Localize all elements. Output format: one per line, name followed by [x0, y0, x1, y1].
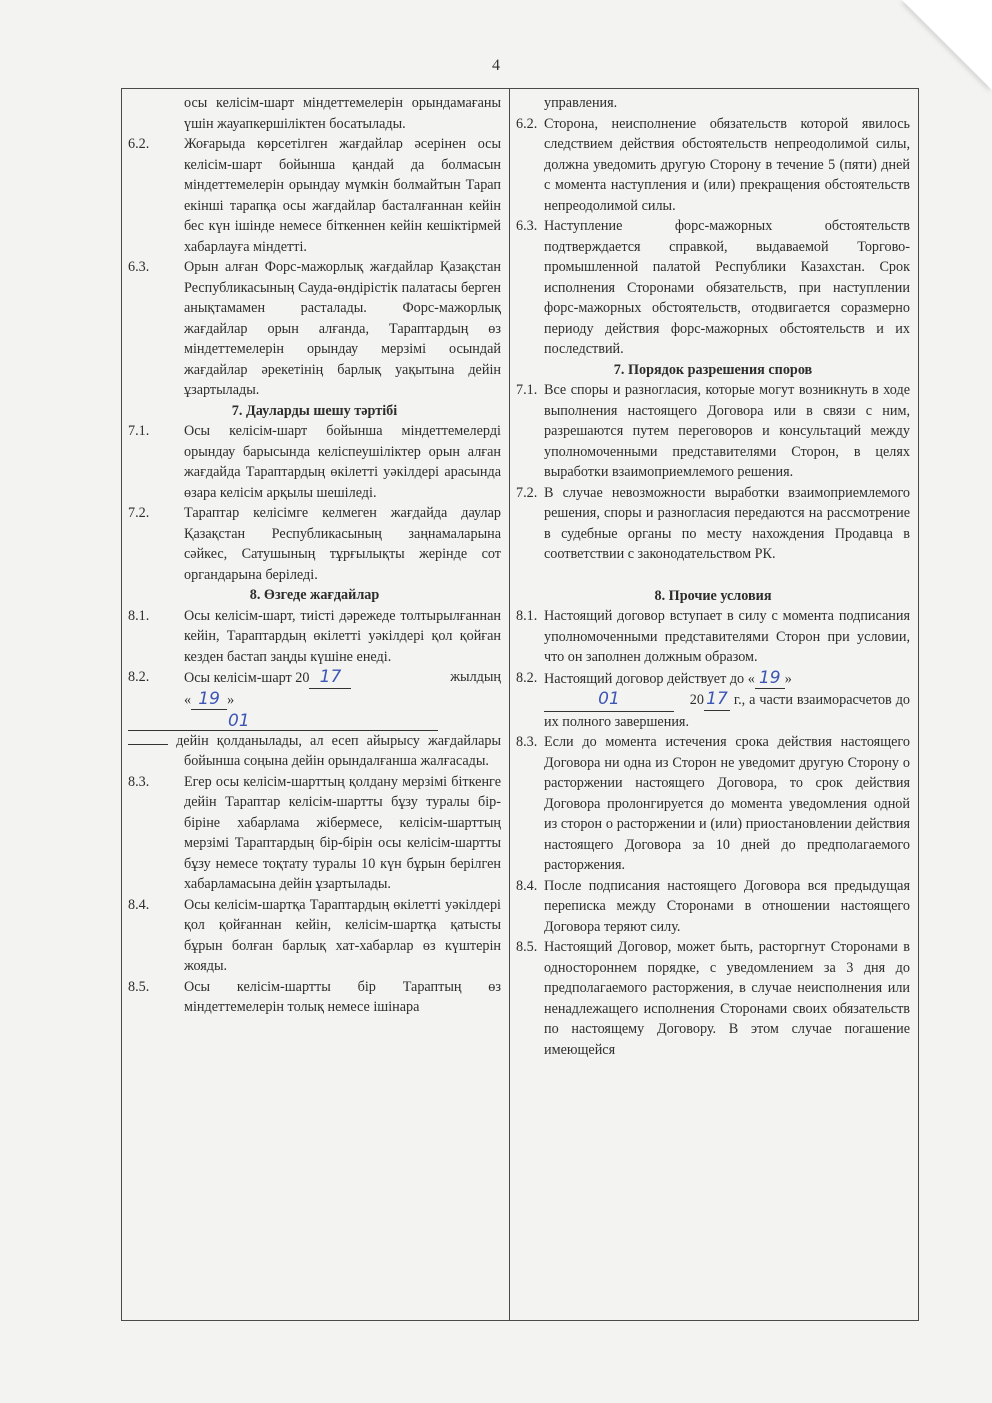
clause-number: 8.1.: [128, 607, 150, 624]
clause-text-part: г., а части взаиморасчетов до их полного завершения.: [544, 692, 911, 730]
clause-number: 8.2.: [128, 669, 150, 685]
clause-text: [176, 667, 501, 772]
clause-8-2: [128, 667, 501, 772]
clause-6-2: [128, 134, 501, 257]
quote-close: »: [227, 691, 235, 708]
day-handwritten: 19: [191, 689, 227, 711]
clause-text: Осы келісім-шартты бір Тараптың өз міндеттемелерін толық немесе ішінара: [184, 978, 501, 1015]
clause-number: 7.2.: [516, 484, 538, 501]
clause-text: Сторона, неисполнение обязательств которой явилось следствием действия обстоятельств непреодолимой силы, должна уведомить другую Сторону в течение 5 (пяти) дней с момента наступления и (или) прекращения обстоятельств непреодолимой силы.: [544, 115, 910, 214]
clause-text: Жоғарыда көрсетілген жағдайлар әсерінен осы келісім-шарт бойынша қандай да болмасын міндеттемелерін орындау мүмкін болмайтын Тарап екінші тарапқа осы жағдайлар басталғаннан кейін бес күн ішінде немесе біткеннен кейін кешіктірмей хабарлауға міндетті.: [184, 136, 501, 255]
clause-6-3: [516, 216, 910, 360]
clause-number: 8.4.: [128, 896, 150, 913]
clause-6-3: [128, 257, 501, 401]
clause-text-part: Осы келісім-шарт 20: [184, 670, 310, 686]
clause-text: Осы келісім-шарт, тиісті дәрежеде толтырылғаннан кейін, Тараптардың өкілетті уәкілдері қол қойған кезден бастап заңды күшіне енеді.: [184, 607, 501, 665]
clause-7-1: [128, 421, 501, 503]
clause-text: После подписания настоящего Договора вся предыдущая переписка между Сторонами в отношении настоящего Договора теряют силу.: [544, 877, 910, 935]
clause-number: 6.3.: [128, 259, 150, 275]
clause-text: Все споры и разногласия, которые могут возникнуть в ходе выполнения настоящего Договора или в связи с ним, разрешаются путем переговоров и консультаций между уполномоченными представителями Сторон, в целях выработки взаимоприемлемого решения.: [544, 382, 910, 480]
clause-text: [544, 668, 910, 733]
kazakh-column: [122, 89, 510, 1320]
clause-text: Настоящий договор вступает в силу с момента подписания уполномоченными представителями Сторон при условии, что он заполнен должным образом.: [544, 608, 910, 665]
quote-open: «: [184, 691, 192, 708]
clause-number: 8.4.: [516, 877, 538, 894]
clause-8-5: [128, 977, 501, 1018]
month-blank: [128, 711, 438, 731]
clause-8-3: [516, 732, 910, 876]
clause-number: 8.3.: [128, 773, 150, 790]
clause-8-4: [128, 895, 501, 977]
year-prefix: 20: [689, 692, 704, 708]
clause-text: В случае невозможности выработки взаимоприемлемого решения, споры и разногласия передаются на рассмотрение в судебные органы по месту нахождения Продавца в соответствии с законодательством РК.: [544, 484, 910, 562]
spacer: [516, 565, 910, 586]
clause-8-4: [516, 876, 910, 938]
clause-number: 6.2.: [516, 115, 538, 132]
section-heading-8: 8. Прочие условия: [654, 587, 772, 604]
clause-8-1: [516, 606, 910, 668]
clause-number: 6.3.: [516, 218, 538, 234]
page-corner-fold: [902, 0, 992, 90]
clause-8-3: [128, 772, 501, 895]
clause-number: 7.1.: [128, 423, 150, 439]
bilingual-contract-table: [121, 88, 919, 1321]
clause-7-1: [516, 380, 910, 483]
clause-text-part: Настоящий договор действует до «: [544, 670, 755, 687]
clause-number: 7.2.: [128, 505, 150, 521]
day-handwritten: 19: [755, 668, 785, 690]
section-heading-7: 7. Дауларды шешу тәртібі: [231, 402, 398, 419]
month-handwritten: 01: [228, 710, 250, 731]
continued-text: управления.: [544, 95, 618, 111]
year-handwritten: 17: [704, 689, 730, 711]
quote-close: »: [784, 670, 792, 687]
clause-8-1: [128, 606, 501, 668]
month-handwritten: 01: [598, 689, 620, 709]
clause-text: Если до момента истечения срока действия настоящего Договора ни одна из Сторон не уведомит другую Сторону о расторжении настоящего Договора, то срок действия Договора пролонгируется до момента уведомления одной из сторон о расторжении и (или) приостановлении действия настоящего Договора за 10 дней до предполагаемого расторжения.: [544, 734, 910, 873]
year-handwritten: 17: [309, 667, 351, 689]
clause-text: Тараптар келісімге келмеген жағдайда даулар Қазақстан Республикасының заңнамаларына сәйкес, Сатушының тұрғылықты жерінде сот органдарына беріледі.: [184, 505, 501, 583]
clause-text: Настоящий Договор, может быть, расторгнут Сторонами в одностороннем порядке, с уведомлением за 3 дня до предполагаемого расторжения, в случае неисполнения или ненадлежащего исполнения Сторонами своих обязательств по настоящему Договору. В этом случае погашение имеющейся: [544, 939, 910, 1058]
clause-text-part: жылдың: [450, 669, 501, 685]
clause-number: 8.5.: [516, 939, 538, 955]
clause-number: 7.1.: [516, 382, 538, 398]
section-heading-8: 8. Өзгеде жағдайлар: [249, 587, 380, 603]
clause-text: Наступление форс-мажорных обстоятельств подтверждается справкой, выдаваемой Торгово-промышленной палатой Республики Казахстан. Срок исполнения Сторонами обязательств, при наступлении форс-мажорных обстоятельств, отодвигается соразмерно периоду действия форс-мажорных обстоятельств и их последствий.: [544, 218, 910, 357]
clause-text-part: дейін қолданылады, ал есеп айырысу жағдайлары бойынша соңына дейін орындалғанша жалғасады.: [176, 732, 501, 769]
section-heading-7: 7. Порядок разрешения споров: [613, 361, 813, 378]
clause-text: Орын алған Форс-мажорлық жағдайлар Қазақстан Республикасының Сауда-өндірістік палатасы берген анықтамамен расталады. Форс-мажорлық жағдайлар орын алғанда, Тараптардың өз міндеттемелерін орындау мерзімі осындай жағдайлар әрекетінің барлық уақытына дейін ұзартылады.: [184, 259, 501, 398]
clause-8-5: [516, 937, 910, 1060]
clause-6-2: [516, 114, 910, 217]
clause-number: 8.2.: [516, 669, 538, 686]
clause-7-2: [128, 503, 501, 585]
clause-text: Егер осы келісім-шарттың қолдану мерзімі біткенге дейін Тараптар келісім-шартты бұзу туралы бір-біріне хабарлама жібермесе, келісім-шарттың мерзімі Тараптардың бір-бірін осы келісім-шартты бұзу немесе тоқтату туралы 10 күн бұрын берілген хабарламасына дейін ұзартылады.: [184, 773, 501, 892]
russian-column: [510, 89, 918, 1320]
page-number: 4: [492, 57, 500, 74]
clause-7-2: [516, 483, 910, 565]
month-blank: [544, 689, 674, 712]
clause-text: Осы келісім-шартқа Тараптардың өкілетті уәкілдері қол қойғаннан кейін, келісім-шартқа қатысты бұрын болған барлық хат-хабарлар өз күштерін жояды.: [184, 896, 501, 974]
continued-text: осы келісім-шарт міндеттемелерін орындамағаны үшін жауапкершіліктен босатылады.: [184, 95, 501, 132]
clause-number: 8.1.: [516, 608, 538, 624]
clause-number: 8.3.: [516, 734, 538, 750]
clause-text: Осы келісім-шарт бойынша міндеттемелерді орындау барысында келіспеушіліктер орын алған жағдайда Тараптардың өкілетті уәкілдері арасында өзара келісім арқылы шешіледі.: [184, 423, 501, 501]
clause-number: 8.5.: [128, 978, 150, 995]
short-blank: [128, 744, 168, 745]
clause-8-2: [516, 668, 910, 733]
clause-number: 6.2.: [128, 136, 150, 152]
